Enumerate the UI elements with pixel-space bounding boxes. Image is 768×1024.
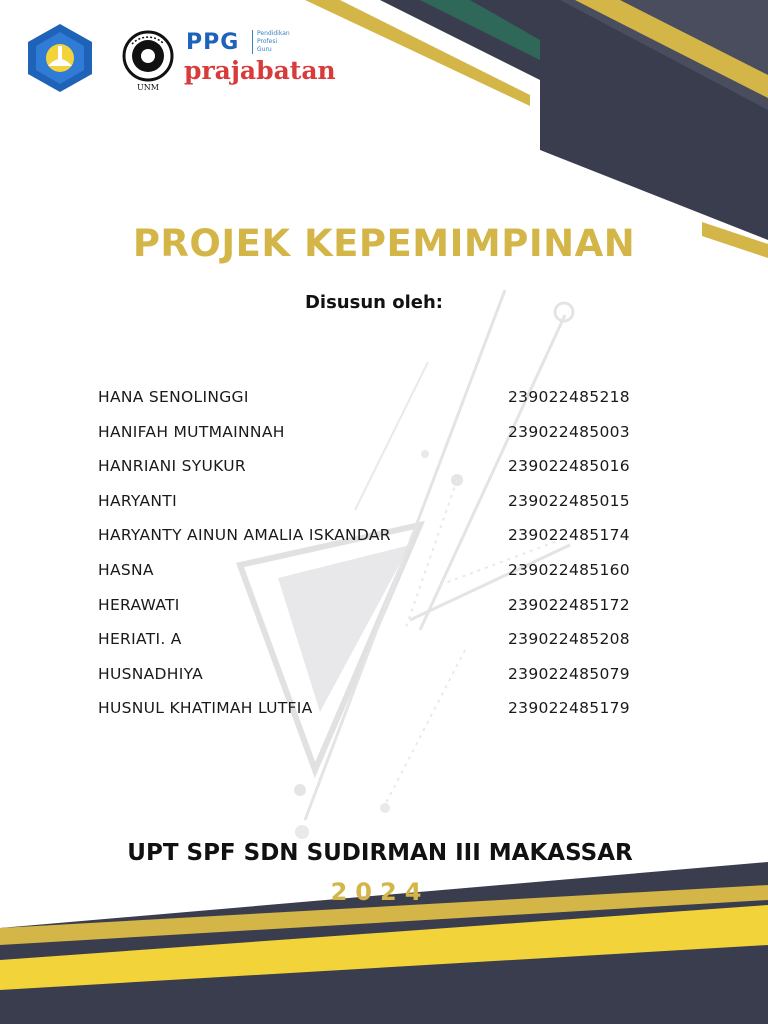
document-subtitle: Disusun oleh: — [304, 292, 443, 313]
school-name: UPT SPF SDN SUDIRMAN III MAKASSAR — [127, 840, 633, 866]
unm-logo-icon — [102, 22, 194, 94]
member-row — [98, 388, 698, 423]
member-row — [98, 596, 698, 631]
member-name: HARYANTI — [98, 491, 177, 510]
member-name: HUSNADHIYA — [98, 664, 204, 683]
member-row — [98, 423, 698, 458]
member-name: HUSNUL KHATIMAH LUTFIA — [98, 699, 313, 718]
member-row — [98, 699, 698, 734]
member-nim: 239022485003 — [508, 422, 630, 441]
ppg-sub-line: Pendidikan — [257, 30, 290, 37]
member-row — [98, 561, 698, 596]
member-nim: 239022485174 — [508, 526, 630, 545]
header-logos — [24, 22, 354, 94]
member-name: HANA SENOLINGGI — [98, 388, 249, 406]
member-row — [98, 492, 698, 527]
ppg-subtitle — [252, 30, 290, 54]
member-nim: 239022485016 — [508, 457, 630, 476]
ppg-prajabatan-wordmark: prajabatan — [184, 56, 336, 85]
kemendikbud-logo-icon — [24, 22, 96, 94]
ppg-sub-line: Profesi — [257, 38, 278, 45]
member-row — [98, 665, 698, 700]
member-row — [98, 526, 698, 561]
ppg-sub-line: Guru — [257, 46, 272, 53]
member-nim: 239022485179 — [508, 699, 630, 718]
member-name: HANIFAH MUTMAINNAH — [98, 422, 285, 441]
member-nim: 239022485160 — [508, 560, 630, 579]
member-list — [98, 388, 698, 734]
member-name: HASNA — [98, 560, 154, 579]
member-name: HARYANTY AINUN AMALIA ISKANDAR — [98, 526, 391, 545]
member-row — [98, 630, 698, 665]
member-row — [98, 457, 698, 492]
member-name: HERIATI. A — [98, 630, 182, 649]
document-title: PROJEK KEPEMIMPINAN — [132, 222, 636, 265]
member-nim: 239022485015 — [508, 491, 630, 510]
year-label: 2024 — [330, 878, 430, 906]
member-nim: 239022485218 — [508, 388, 630, 406]
svg-text:UNM: UNM — [137, 83, 159, 92]
ppg-abbrev: PPG — [186, 30, 240, 55]
member-nim: 239022485172 — [508, 595, 630, 614]
member-nim: 239022485208 — [508, 630, 630, 649]
member-name: HANRIANI SYUKUR — [98, 457, 246, 476]
member-nim: 239022485079 — [508, 664, 630, 683]
member-name: HERAWATI — [98, 595, 180, 614]
